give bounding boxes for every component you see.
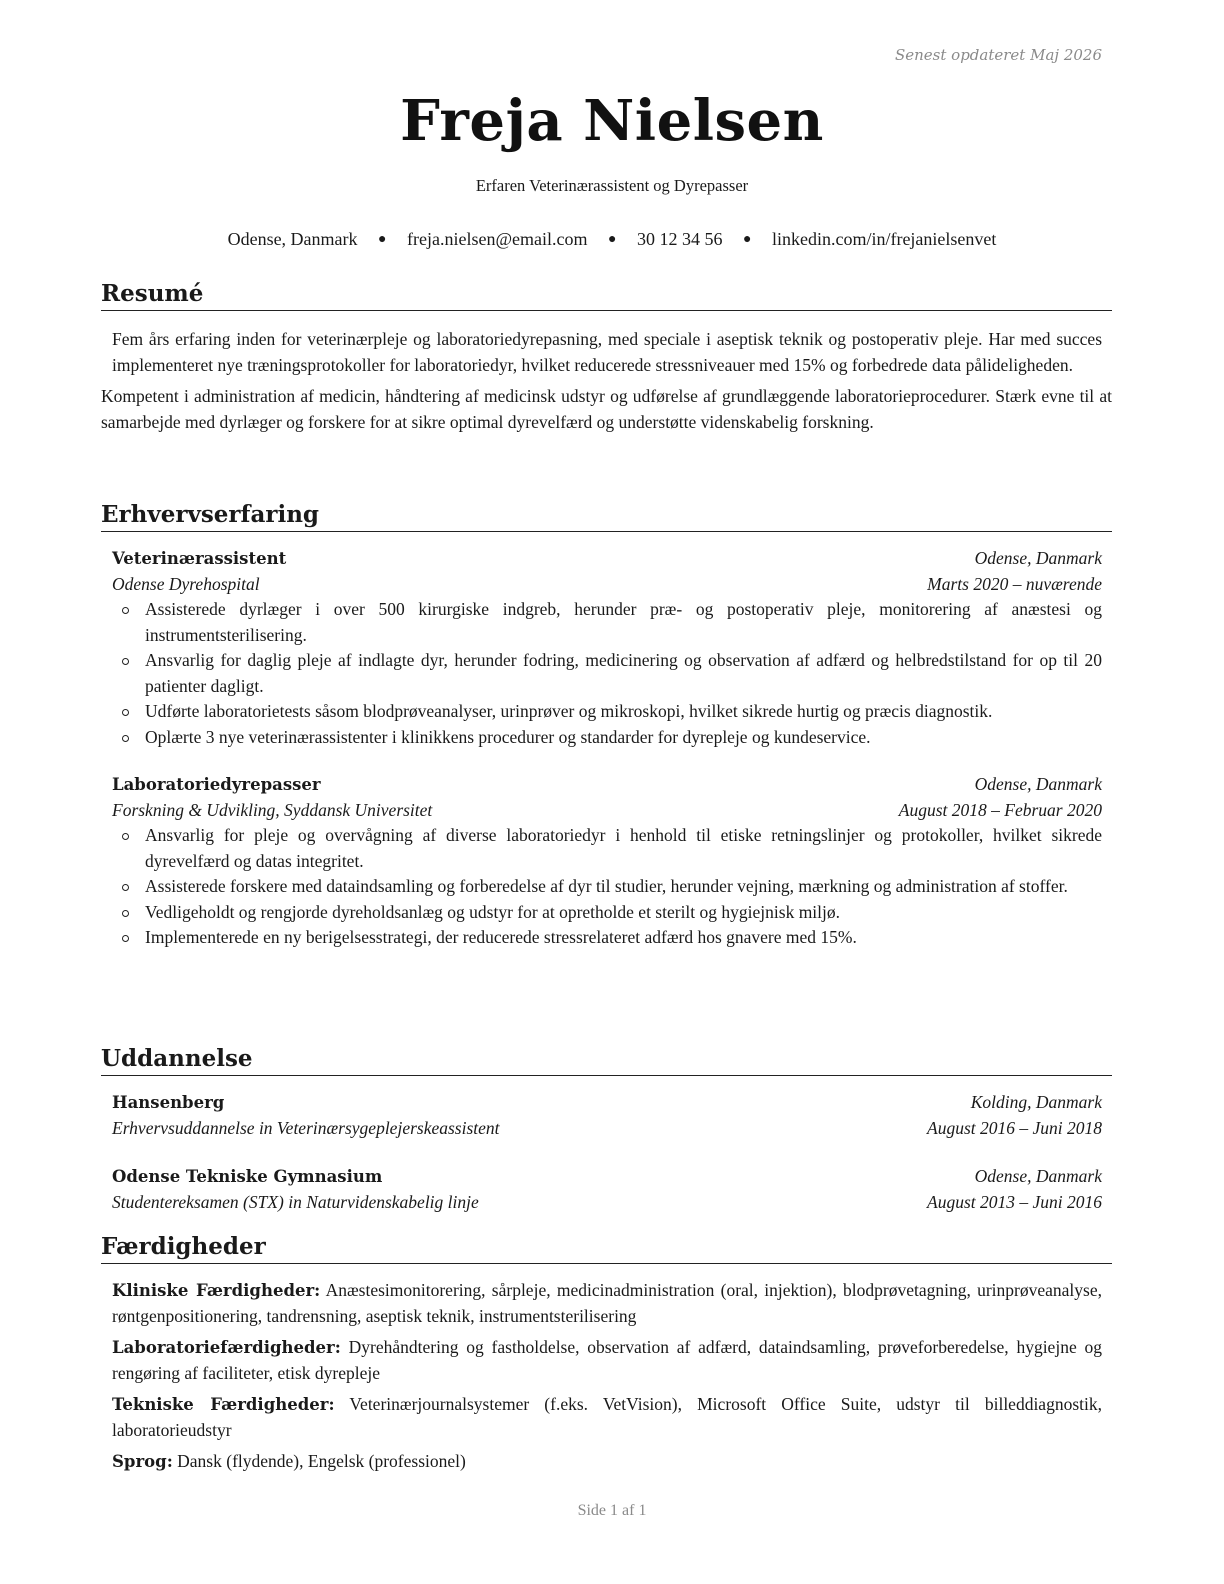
job-location: Odense, Danmark	[974, 548, 1102, 568]
skill-text: Dyrehåndtering og fastholdelse, observation af adfærd, dataindsamling, prøveforberedelse, hygiejne og rengøring af faciliteter, etisk dyrepleje	[112, 1337, 1102, 1383]
last-updated: Senest opdateret Maj 2026	[894, 46, 1102, 64]
job-entry	[112, 772, 1102, 951]
skill-label: Sprog:	[112, 1452, 173, 1471]
summary-paragraph: Fem års erfaring inden for veterinærpleje og laboratoriedyrepasning, med speciale i aseptisk teknik og postoperativ pleje. Har med succes implementeret nye træningsprotokoller for laboratoriedyr, hvilket reducerede stressniveauer med 15% og forbedrede data pålideligheden.	[112, 329, 1102, 375]
school-degree: Erhvervsuddannelse in Veterinærsygeplejerskeassistent	[112, 1117, 500, 1138]
headline: Erfaren Veterinærassistent og Dyrepasser	[475, 176, 749, 195]
job-org: Forskning & Udvikling, Syddansk Universitet	[112, 799, 433, 820]
section-title: Uddannelse	[101, 1045, 1112, 1076]
school-name: Odense Tekniske Gymnasium	[112, 1167, 383, 1186]
skill-label: Laboratoriefærdigheder:	[112, 1338, 341, 1357]
candidate-name: Freja Nielsen	[400, 88, 824, 154]
job-bullets	[112, 823, 1102, 951]
job-role: Veterinærassistent	[112, 549, 287, 568]
skill-group	[112, 1392, 1102, 1443]
list-item: Implementerede en ny berigelsesstrategi, der reducerede stressrelateret adfærd hos gnavere med 15%.	[145, 925, 1102, 951]
contact-line	[0, 229, 1224, 250]
school-dates: August 2016 – Juni 2018	[927, 1117, 1102, 1138]
skill-group	[112, 1335, 1102, 1386]
job-role: Laboratoriedyrepasser	[112, 775, 321, 794]
bullet-separator: ●	[608, 232, 617, 247]
skills-section	[101, 1233, 1112, 1481]
job-dates: Marts 2020 – nuværende	[927, 573, 1102, 594]
list-item: Assisterede dyrlæger i over 500 kirurgiske indgreb, herunder præ- og postoperativ pleje, monitorering af anæstesi og instrumentsterilisering.	[145, 597, 1102, 648]
school-location: Odense, Danmark	[974, 1166, 1102, 1186]
summary-section	[101, 280, 1112, 435]
skill-label: Tekniske Færdigheder:	[112, 1395, 335, 1414]
contact-phone: 30 12 34 56	[637, 229, 723, 249]
list-item: Udførte laboratorietests såsom blodprøveanalyser, urinprøver og mikroskopi, hvilket sikrede hurtig og præcis diagnostik.	[145, 699, 1102, 725]
job-location: Odense, Danmark	[974, 774, 1102, 794]
skill-group	[112, 1449, 1102, 1475]
list-item: Vedligeholdt og rengjorde dyreholdsanlæg og udstyr for at opretholde et sterilt og hygiejnisk miljø.	[145, 900, 1102, 926]
skill-text: Anæstesimonitorering, sårpleje, medicinadministration (oral, injektion), blodprøvetagning, urinprøveanalyse, røntgenpositionering, tandrensning, aseptisk teknik, instrumentsterilisering	[112, 1280, 1102, 1326]
section-title: Resumé	[101, 280, 1112, 311]
section-title: Færdigheder	[101, 1233, 1112, 1264]
contact-linkedin[interactable]: linkedin.com/in/frejanielsenvet	[771, 229, 997, 249]
education-section	[101, 1045, 1112, 1215]
skill-text: Dansk (flydende), Engelsk (professionel)	[177, 1451, 466, 1471]
school-location: Kolding, Danmark	[970, 1092, 1102, 1112]
job-dates: August 2018 – Februar 2020	[898, 799, 1102, 820]
school-dates: August 2013 – Juni 2016	[927, 1191, 1102, 1212]
section-title: Erhvervserfaring	[101, 501, 1112, 532]
summary-paragraph: Kompetent i administration af medicin, håndtering af medicinsk udstyr og udførelse af grundlæggende laboratorieprocedurer. Stærk evne til at samarbejde med dyrlæger og forskere for at sikre optimal dyrevelfærd og understøtte videnskabelig forskning.	[101, 386, 1112, 432]
page-number: Side 1 af 1	[577, 1502, 647, 1519]
skill-text: Veterinærjournalsystemer (f.eks. VetVision), Microsoft Office Suite, udstyr til billeddiagnostik, laboratorieudstyr	[112, 1394, 1102, 1440]
skill-group	[112, 1278, 1102, 1329]
job-bullets	[112, 597, 1102, 750]
list-item: Assisterede forskere med dataindsamling og forberedelse af dyr til studier, herunder vejning, mærkning og administration af stoffer.	[145, 874, 1102, 900]
list-item: Ansvarlig for pleje og overvågning af diverse laboratoriedyr i henhold til etiske retningslinjer og protokoller, hvilket sikrede dyrevelfærd og datas integritet.	[145, 823, 1102, 874]
bullet-separator: ●	[378, 232, 387, 247]
bullet-separator: ●	[743, 232, 752, 247]
contact-location: Odense, Danmark	[227, 229, 358, 249]
education-entry	[112, 1090, 1102, 1141]
list-item: Oplærte 3 nye veterinærassistenter i klinikkens procedurer og standarder for dyrepleje og kundeservice.	[145, 725, 1102, 751]
school-name: Hansenberg	[112, 1093, 225, 1112]
list-item: Ansvarlig for daglig pleje af indlagte dyr, herunder fodring, medicinering og observation af adfærd og helbredstilstand for op til 20 patienter dagligt.	[145, 648, 1102, 699]
skill-label: Kliniske Færdigheder:	[112, 1281, 321, 1300]
contact-email[interactable]: freja.nielsen@email.com	[407, 229, 588, 249]
job-entry	[112, 546, 1102, 750]
education-entry	[112, 1164, 1102, 1215]
school-degree: Studentereksamen (STX) in Naturvidenskabelig linje	[112, 1191, 479, 1212]
experience-section	[101, 501, 1112, 951]
job-org: Odense Dyrehospital	[112, 573, 260, 594]
